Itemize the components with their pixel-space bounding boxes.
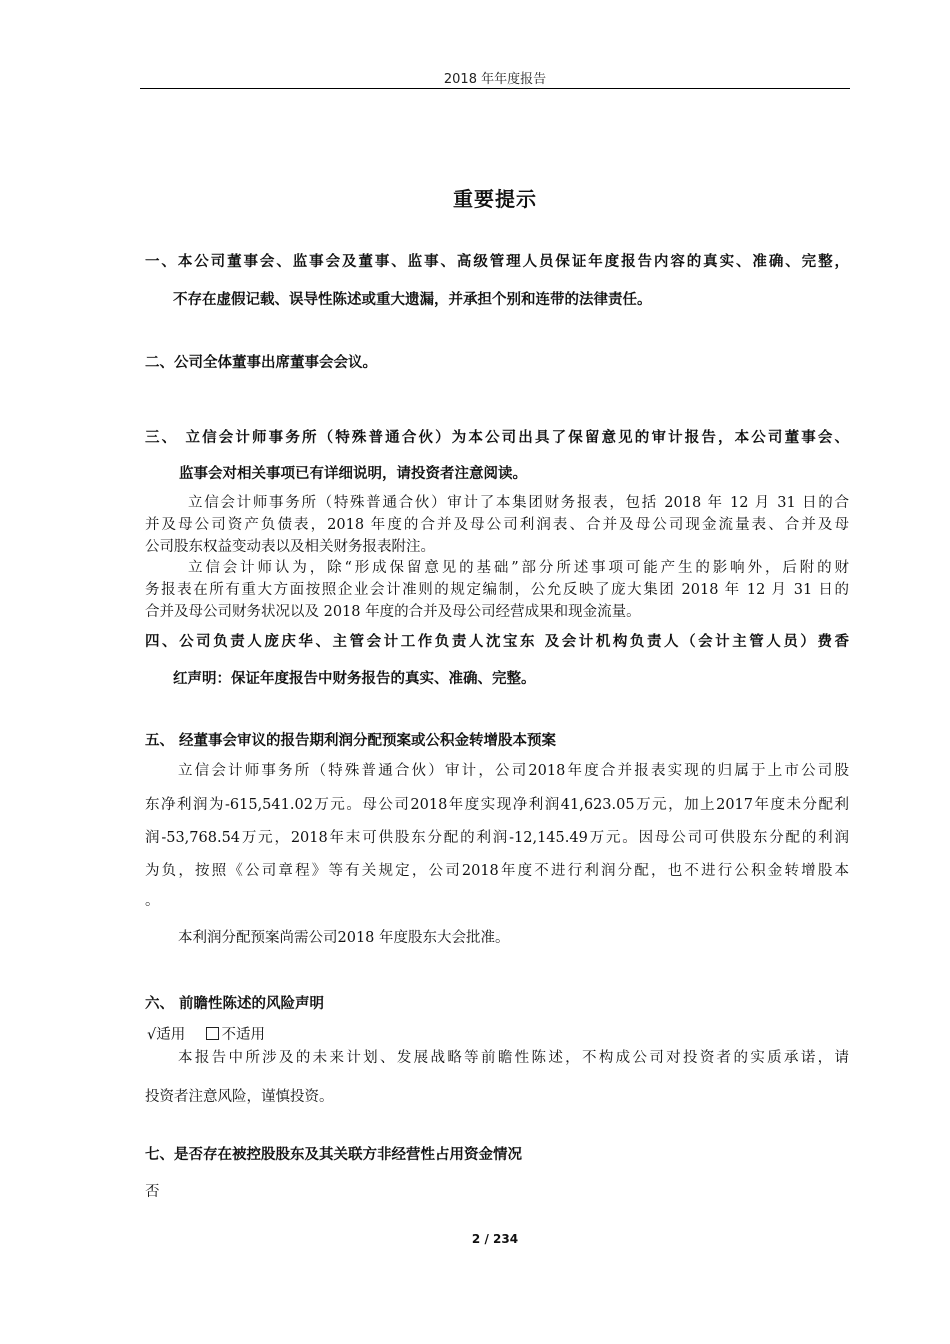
section-6-line-2: 投资者注意风险，谨慎投资。 — [145, 1089, 334, 1105]
section-5-line-1: 立信会计师事务所（特殊普通合伙）审计，公司2018年度合并报表实现的归属于上市公司股 — [178, 763, 849, 779]
section-3-para-1-line-2: 并及母公司资产负债表，2018 年度的合并及母公司利润表、合并及母公司现金流量表、合并及母 — [145, 517, 849, 533]
running-header: 2018 年年度报告 — [443, 72, 547, 87]
section-3-para-1-line-1: 立信会计师事务所（特殊普通合伙）审计了本集团财务报表，包括 2018 年 12 月 31 日的合 — [188, 495, 849, 511]
section-1-line-2: 不存在虚假记载、误导性陈述或重大遗漏，并承担个别和连带的法律责任。 — [173, 292, 652, 308]
header-rule — [140, 88, 850, 89]
section-5-line-3: 润-53,768.54万元，2018年末可供股东分配的利润-12,145.49万元。因母公司可供股东分配的利润 — [145, 830, 849, 846]
section-1-line-1: 一、本公司董事会、监事会及董事、监事、高级管理人员保证年度报告内容的真实、准确、完整， — [145, 254, 849, 270]
section-4-line-2: 红声明：保证年度报告中财务报告的真实、准确、完整。 — [173, 671, 536, 687]
section-6-heading: 六、 前瞻性陈述的风险声明 — [145, 996, 325, 1012]
checkbox-icon — [206, 1027, 219, 1040]
section-5-line-2: 东净利润为-615,541.02万元。母公司2018年度实现净利润41,623.05万元，加上2017年度未分配利 — [145, 797, 849, 813]
section-7-answer: 否 — [145, 1184, 160, 1200]
not-applicable-option: 不适用 — [221, 1027, 265, 1043]
applicable-option: √适用 — [147, 1027, 186, 1043]
section-6-line-1: 本报告中所涉及的未来计划、发展战略等前瞻性陈述，不构成公司对投资者的实质承诺，请 — [178, 1050, 849, 1066]
section-3-para-2-line-1: 立信会计师认为，除“形成保留意见的基础”部分所述事项可能产生的影响外，后附的财 — [188, 560, 849, 576]
section-3-para-2-line-3: 合并及母公司财务状况以及 2018 年度的合并及母公司经营成果和现金流量。 — [145, 604, 641, 620]
section-7-heading: 七、是否存在被控股股东及其关联方非经营性占用资金情况 — [145, 1147, 522, 1163]
section-3-para-2-line-2: 务报表在所有重大方面按照企业会计准则的规定编制，公允反映了庞大集团 2018 年 12 月 31 日的 — [145, 582, 849, 598]
applicability-options — [147, 1023, 265, 1044]
section-5-line-6: 本利润分配预案尚需公司2018 年度股东大会批准。 — [178, 930, 510, 946]
section-2-line-1: 二、公司全体董事出席董事会会议。 — [145, 355, 377, 371]
section-3-para-1-line-3: 公司股东权益变动表以及相关财务报表附注。 — [145, 539, 435, 555]
section-3-line-1: 三、 立信会计师事务所（特殊普通合伙）为本公司出具了保留意见的审计报告，本公司董事会、 — [145, 430, 849, 446]
section-5-line-4: 为负，按照《公司章程》等有关规定，公司2018年度不进行利润分配，也不进行公积金转增股本 — [145, 863, 849, 879]
section-5-line-5: 。 — [145, 893, 160, 909]
section-3-line-2: 监事会对相关事项已有详细说明，请投资者注意阅读。 — [179, 466, 527, 482]
section-5-heading: 五、 经董事会审议的报告期利润分配预案或公积金转增股本预案 — [145, 733, 557, 749]
section-4-line-1: 四、公司负责人庞庆华、主管会计工作负责人沈宝东 及会计机构负责人（会计主管人员）费香 — [145, 634, 849, 650]
page-title: 重要提示 — [453, 187, 537, 211]
page-number: 2 / 234 — [471, 1232, 519, 1246]
